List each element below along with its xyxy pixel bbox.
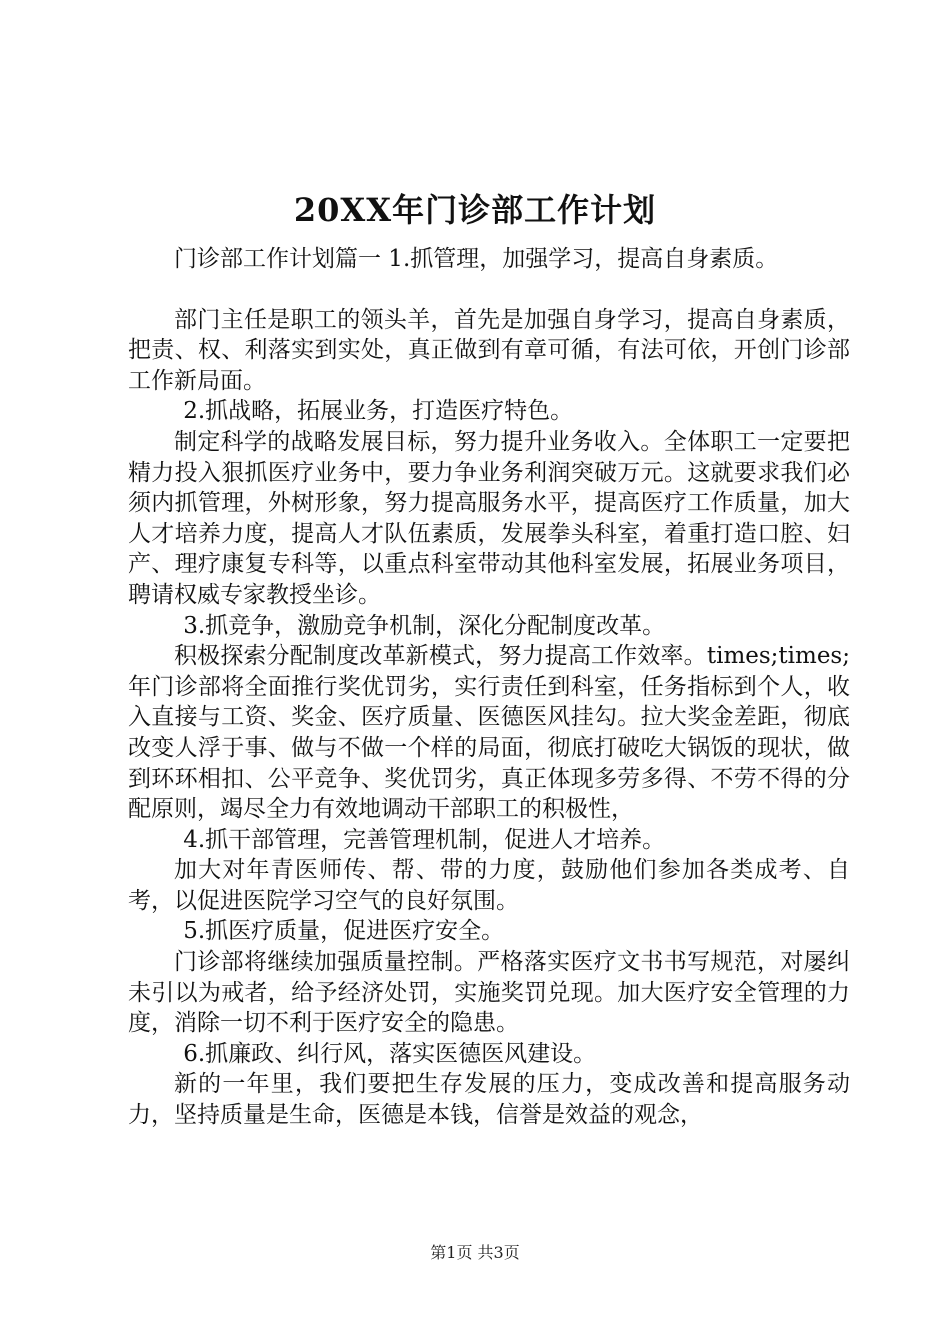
section-heading-3: 3.抓竞争，激励竞争机制，深化分配制度改革。 [183,612,666,639]
paragraph-intro: 门诊部工作计划篇一 1.抓管理，加强学习，提高自身素质。 [174,246,779,272]
section-heading-2: 2.抓战略，拓展业务，打造医疗特色。 [183,398,574,425]
section-heading-4: 4.抓干部管理，完善管理机制，促进人才培养。 [183,826,666,853]
paragraph-body: 新的一年里，我们要把生存发展的压力，变成改善和提高服务动力，坚持质量是生命，医德是本钱，信誉是效益的观念， [128,1071,850,1129]
document-title: 20XX年门诊部工作计划 [293,191,657,229]
paragraph-body: 门诊部将继续加强质量控制。严格落实医疗文书书写规范，对屡纠未引以为戒者，给予经济处罚，实施奖罚兑现。加大医疗安全管理的力度，消除一切不利于医疗安全的隐患。 [128,949,850,1037]
document-body [128,244,850,1131]
paragraph-body: 部门主任是职工的领头羊，首先是加强自身学习，提高自身素质，把责、权、利落实到实处，真正做到有章可循，有法可依，开创门诊部工作新局面。 [128,306,850,394]
paragraph-body: 制定科学的战略发展目标，努力提升业务收入。全体职工一定要把精力投入狠抓医疗业务中，要力争业务利润突破万元。这就要求我们必须内抓管理，外树形象，努力提高服务水平，提高医疗工作质量，加大人才培养力度，提高人才队伍素质，发展拳头科室，着重打造口腔、妇产、理疗康复专科等，以重点科室带动其他科室发展，拓展业务项目，聘请权威专家教授坐诊。 [128,428,850,608]
section-heading-5: 5.抓医疗质量，促进医疗安全。 [183,918,505,945]
section-heading-6: 6.抓廉政、纠行风，落实医德医风建设。 [183,1040,597,1067]
paragraph-body: 加大对年青医师传、帮、带的力度，鼓励他们参加各类成考、自考，以促进医院学习空气的良好氛围。 [128,857,850,914]
page-indicator: 第1页 共3页 [430,1243,520,1262]
paragraph-body: 积极探索分配制度改革新模式，努力提高工作效率。times;times;年门诊部将全面推行奖优罚劣，实行责任到科室，任务指标到个人，收入直接与工资、奖金、医疗质量、医德医风挂勾。拉大奖金差距，彻底改变人浮于事、做与不做一个样的局面，彻底打破吃大锅饭的现状，做到环环相扣、公平竞争、奖优罚劣，真正体现多劳多得、不劳不得的分配原则，竭尽全力有效地调动干部职工的积极性， [128,643,850,823]
